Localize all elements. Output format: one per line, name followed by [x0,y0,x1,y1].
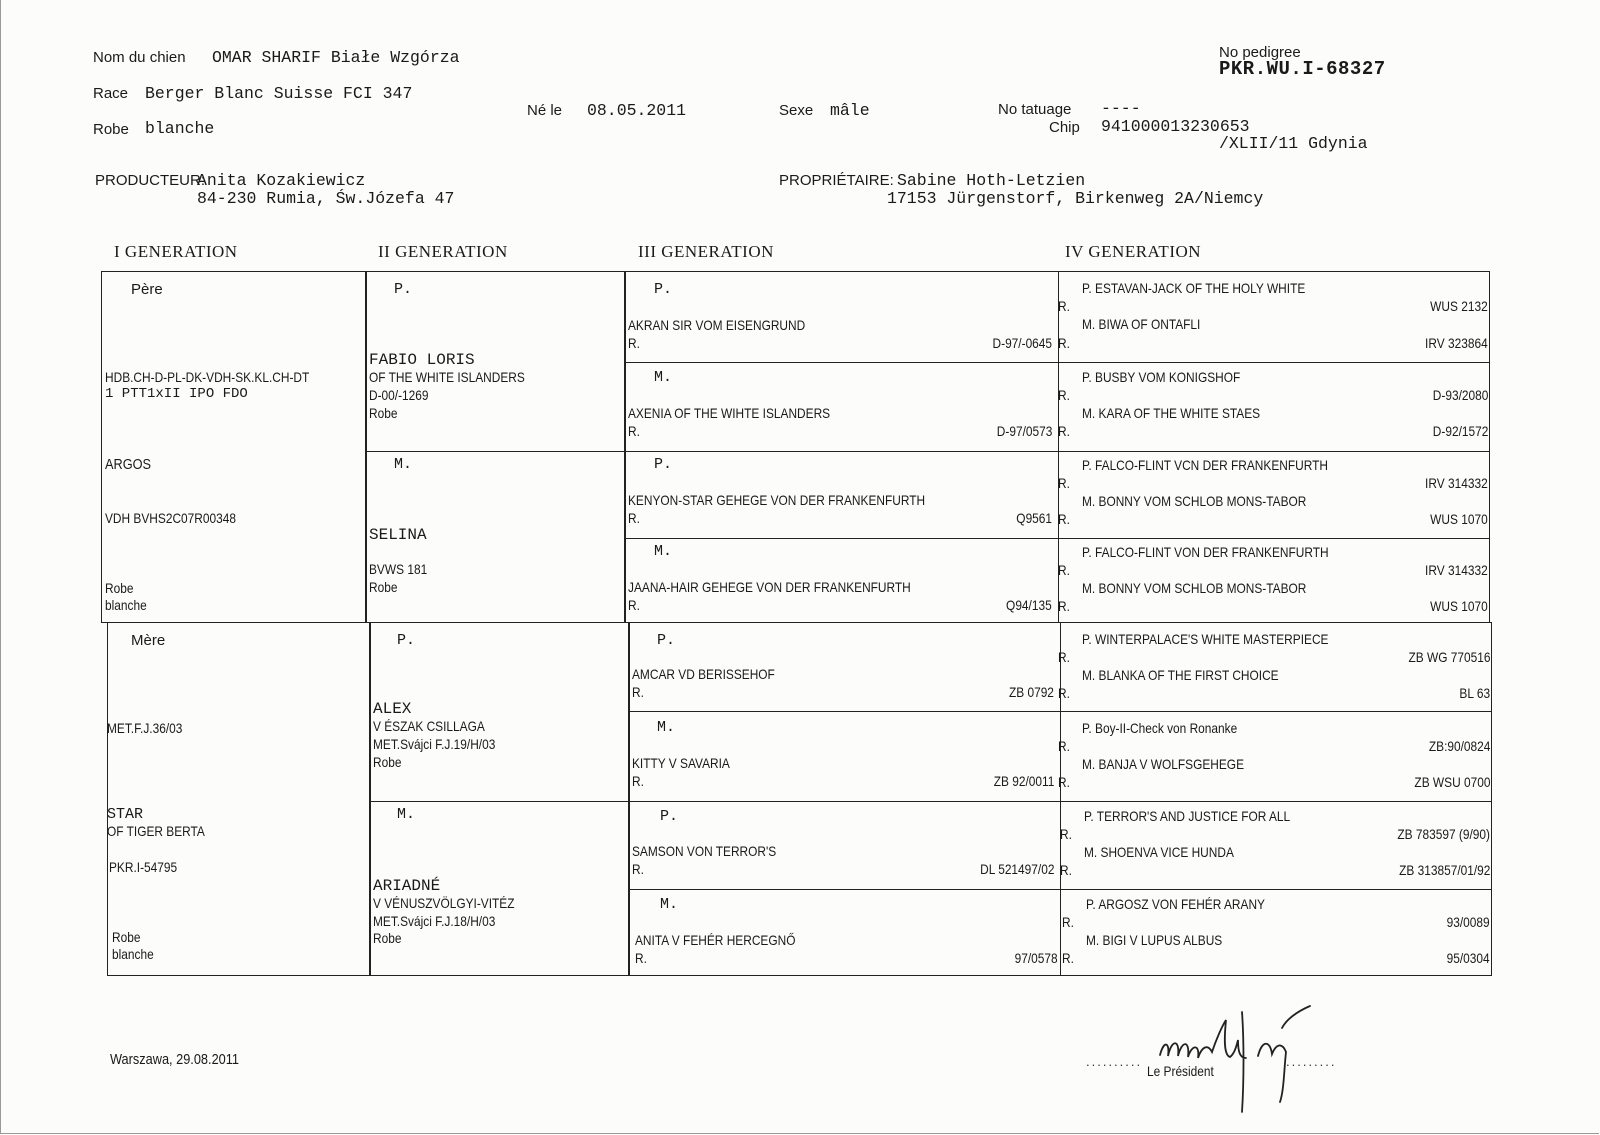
pedigree-label: No pedigree [1219,44,1301,61]
dam-registration: MET.F.J.36/03 [107,720,183,736]
dam-label: Mère [131,632,166,649]
gen4-3-sire: P. FALCO-FLINT VCN DER FRANKENFURTH [1082,457,1328,473]
born-label: Né le [527,102,563,119]
gen3-5-mark: P. [657,632,676,649]
gen4-1-sire: P. ESTAVAN-JACK OF THE HOLY WHITE [1082,280,1306,296]
dam-pkr: PKR.I-54795 [109,859,178,875]
sire-registration: VDH BVHS2C07R00348 [105,510,236,526]
generation-3-heading: III GENERATION [638,242,774,261]
gen2-1-coat: Robe [369,405,398,421]
gen2-3-name-2: V ÉSZAK CSILLAGA [373,718,485,734]
gen3-2-r: R. [628,423,640,439]
place-date: Warszawa, 29.08.2011 [110,1051,240,1068]
gen2-1-mark: P. [394,281,413,298]
gen4-5-sire: P. WINTERPALACE'S WHITE MASTERPIECE [1082,631,1329,647]
gen4-4-sire-reg: IRV 314332 [1425,562,1488,578]
gen3-7-name: SAMSON VON TERROR'S [632,843,777,859]
tattoo: ---- [1101,99,1141,118]
gen4-4-r2: R. [1058,598,1070,614]
coat: blanche [145,119,215,138]
gen3-7-reg: DL 521497/02 [979,861,1054,877]
coat-label: Robe [93,121,129,138]
breeder-label: PRODUCTEUR: [95,172,206,189]
gen3-1-mark: P. [654,281,673,298]
gen4-1-r2: R. [1058,335,1070,351]
signature-dotted-line: .......... [1086,1054,1143,1069]
generation-4-heading: IV GENERATION [1065,242,1202,261]
gen4-8-sire: P. ARGOSZ VON FEHÉR ARANY [1086,896,1265,912]
gen4-7-dam-reg: ZB 313857/01/92 [1398,862,1490,878]
gen4-5-r: R. [1058,649,1070,665]
generation-1-heading: I GENERATION [114,242,238,261]
gen2-1-name: FABIO LORIS [369,351,475,369]
registry: /XLII/11 Gdynia [1219,134,1368,153]
generation-2-heading: II GENERATION [378,242,508,261]
gen4-8-sire-reg: 93/0089 [1446,914,1490,930]
gen4-4-dam-reg: WUS 1070 [1430,598,1488,614]
gen4-5-r2: R. [1058,685,1070,701]
gen2-3-reg: MET.Svájci F.J.19/H/03 [373,736,496,752]
owner-address: 17153 Jürgenstorf, Birkenweg 2A/Niemcy [887,189,1264,208]
sire-name: ARGOS [105,456,152,473]
gen4-1-dam-reg: IRV 323864 [1425,335,1488,351]
gen3-2-reg: D-97/0573 [996,423,1052,439]
gen2-2-reg: BVWS 181 [369,561,428,577]
breeder-address: 84-230 Rumia, Św.Józefa 47 [197,189,455,208]
signature-dotted-line-2: ......... [1286,1054,1337,1069]
gen3-1-r: R. [628,335,640,351]
gen4-1-dam: M. BIWA OF ONTAFLI [1082,316,1201,332]
dam-name-2: OF TIGER BERTA [107,823,205,839]
gen3-3-mark: P. [654,456,673,473]
gen4-1-r: R. [1058,298,1070,314]
gen4-4-sire: P. FALCO-FLINT VON DER FRANKENFURTH [1082,544,1329,560]
owner-label: PROPRIÉTAIRE: [779,172,894,189]
gen4-7-r: R. [1060,826,1072,842]
signature-caption: Le Président [1147,1063,1214,1079]
gen4-8-dam: M. BIGI V LUPUS ALBUS [1086,932,1223,948]
gen3-5-name: AMCAR VD BERISSEHOF [632,666,775,682]
breeder-name: Anita Kozakiewicz [197,171,366,190]
gen3-1-reg: D-97/-0645 [992,335,1052,351]
tattoo-label: No tatuage [998,101,1072,118]
pedigree-number: PKR.WU.I-68327 [1219,58,1386,80]
gen4-6-dam-reg: ZB WSU 0700 [1413,774,1490,790]
sire-coat-label: Robe [105,580,134,596]
gen4-8-r2: R. [1062,950,1074,966]
gen4-6-r: R. [1058,738,1070,754]
breed-label: Race [93,85,129,102]
gen4-6-sire: P. Boy-II-Check von Ronanke [1082,720,1238,736]
gen2-4-name: ARIADNÉ [373,877,441,895]
gen3-6-reg: ZB 92/0011 [993,773,1054,789]
gen3-5-r: R. [632,684,644,700]
gen3-1-name: AKRAN SIR VOM EISENGRUND [628,317,806,333]
gen4-2-dam: M. KARA OF THE WHITE STAES [1082,405,1261,421]
gen4-6-dam: M. BANJA V WOLFSGEHEGE [1082,756,1245,772]
gen4-2-r: R. [1058,387,1070,403]
gen4-8-r: R. [1062,914,1074,930]
gen3-6-r: R. [632,773,644,789]
gen3-4-mark: M. [654,543,673,560]
gen2-3-name: ALEX [373,700,412,718]
gen4-2-dam-reg: D-92/1572 [1432,423,1488,439]
gen3-2-name: AXENIA OF THE WIHTE ISLANDERS [628,405,831,421]
born-date: 08.05.2011 [587,101,687,120]
gen2-2-name: SELINA [369,526,427,544]
gen4-1-sire-reg: WUS 2132 [1430,298,1488,314]
gen2-4-mark: M. [397,806,416,823]
chip-number: 941000013230653 [1101,117,1250,136]
gen2-4-reg: MET.Svájci F.J.18/H/03 [373,913,496,929]
dog-name: OMAR SHARIF Białe Wzgórza [212,48,460,67]
gen4-5-dam-reg: BL 63 [1459,685,1490,701]
gen2-4-name-2: V VÉNUSZVÖLGYI-VITÉZ [373,895,515,911]
chip-label: Chip [1049,119,1080,136]
dam-name-1: STAR [107,806,144,823]
sex: mâle [830,101,870,120]
gen4-2-sire: P. BUSBY VOM KONIGSHOF [1082,369,1241,385]
sire-coat: blanche [105,597,147,613]
gen4-6-sire-reg: ZB:90/0824 [1428,738,1490,754]
gen1-sire-cell [101,271,367,623]
gen3-7-mark: P. [660,808,679,825]
gen3-6-name: KITTY V SAVARIA [632,755,730,771]
sire-label: Père [131,281,163,298]
gen4-2-sire-reg: D-93/2080 [1432,387,1488,403]
gen2-2-coat: Robe [369,579,398,595]
gen4-7-sire-reg: ZB 783597 (9/90) [1397,826,1490,842]
gen3-7-r: R. [632,861,644,877]
dam-coat: blanche [112,946,154,962]
gen4-2-r2: R. [1058,423,1070,439]
gen3-3-reg: Q9561 [1016,510,1052,526]
gen2-2-mark: M. [394,456,413,473]
gen2-4-coat: Robe [373,930,402,946]
gen4-4-r: R. [1058,562,1070,578]
signature-image [1150,1000,1350,1120]
gen4-3-r: R. [1058,475,1070,491]
gen3-4-r: R. [628,597,640,613]
gen3-8-mark: M. [660,896,679,913]
gen1-dam-cell [107,622,371,976]
gen4-5-dam: M. BLANKA OF THE FIRST CHOICE [1082,667,1279,683]
gen4-7-dam: M. SHOENVA VICE HUNDA [1084,844,1234,860]
owner-name: Sabine Hoth-Letzien [897,171,1086,190]
gen4-3-dam: M. BONNY VOM SCHLOB MONS-TABOR [1082,493,1307,509]
gen4-7-r2: R. [1060,862,1072,878]
gen2-1-name-2: OF THE WHITE ISLANDERS [369,369,525,385]
dog-name-label: Nom du chien [93,49,186,66]
gen4-5-sire-reg: ZB WG 770516 [1407,649,1490,665]
gen3-4-name: JAANA-HAIR GEHEGE VON DER FRANKENFURTH [628,579,911,595]
gen3-2-mark: M. [654,369,673,386]
sire-titles-2: 1 PTT1xII IPO FDO [105,386,248,402]
gen3-6-mark: M. [657,719,676,736]
gen4-3-r2: R. [1058,511,1070,527]
sire-titles-1: HDB.CH-D-PL-DK-VDH-SK.KL.CH-DT [105,369,310,385]
gen2-3-coat: Robe [373,754,402,770]
gen3-3-name: KENYON-STAR GEHEGE VON DER FRANKENFURTH [628,492,926,508]
gen2-3-mark: P. [397,632,416,649]
gen3-8-name: ANITA V FEHÉR HERCEGNŐ [635,932,796,948]
gen4-7-sire: P. TERROR'S AND JUSTICE FOR ALL [1084,808,1291,824]
gen3-4-reg: Q94/135 [1006,597,1052,613]
gen4-8-dam-reg: 95/0304 [1446,950,1490,966]
gen3-8-r: R. [635,950,647,966]
gen4-4-dam: M. BONNY VOM SCHLOB MONS-TABOR [1082,580,1307,596]
gen4-3-sire-reg: IRV 314332 [1425,475,1488,491]
dam-coat-label: Robe [112,929,141,945]
gen4-6-r2: R. [1058,774,1070,790]
gen4-3-dam-reg: WUS 1070 [1430,511,1488,527]
sex-label: Sexe [779,102,814,119]
breed: Berger Blanc Suisse FCI 347 [145,84,413,103]
gen2-1-reg: D-00/-1269 [369,387,429,403]
gen3-5-reg: ZB 0792 [1009,684,1054,700]
gen3-8-reg: 97/0578 [1014,950,1058,966]
gen3-3-r: R. [628,510,640,526]
